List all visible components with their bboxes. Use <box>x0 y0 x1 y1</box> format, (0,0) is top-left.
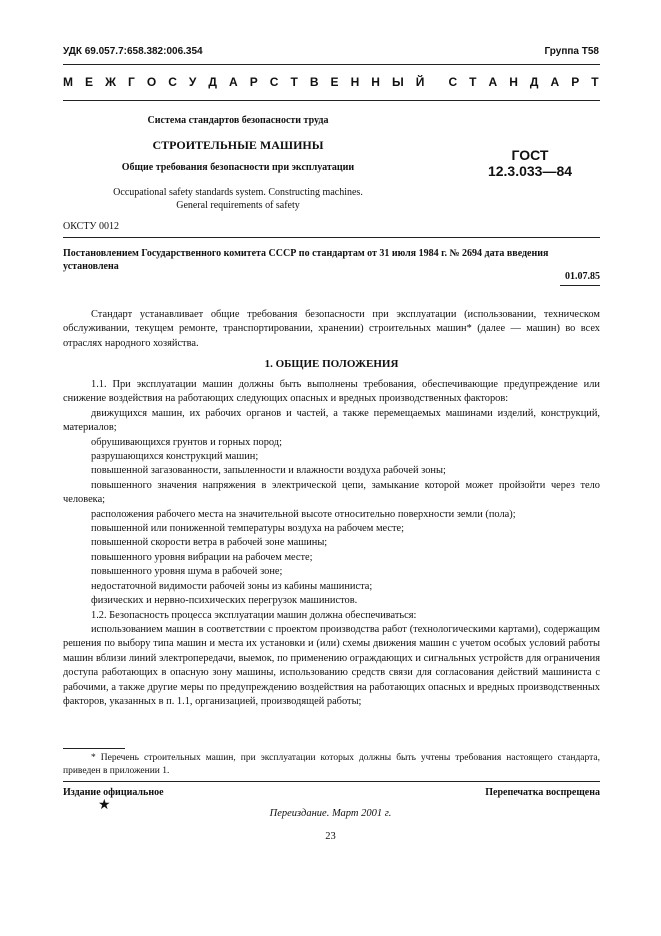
main-paragraphs <box>63 378 600 709</box>
body-paragraph: повышенного уровня вибрации на рабочем месте; <box>91 551 313 563</box>
body-paragraph: повышенного уровня шума в рабочей зоне; <box>91 566 283 578</box>
band-letter: Р <box>571 75 580 89</box>
interstate-standard-band <box>63 75 599 89</box>
body-paragraph: недостаточной видимости рабочей зоны из кабины машиниста; <box>91 580 373 592</box>
footer-rule <box>63 781 600 782</box>
intro-paragraph <box>63 308 600 351</box>
body-paragraph: повышенной или пониженной температуры воздуха на рабочем месте; <box>91 523 405 535</box>
band-letter: О <box>146 75 157 89</box>
english-title-line-1: Occupational safety standards system. Constructing machines. <box>113 187 363 198</box>
band-letter: Т <box>290 75 298 89</box>
band-letter: Д <box>529 75 539 89</box>
band-letter: Ы <box>391 75 404 89</box>
band-letter: Т <box>469 75 477 89</box>
date-underline <box>560 285 600 286</box>
band-letter: А <box>228 75 238 89</box>
reprint-forbidden: Перепечатка воспрещена <box>485 787 600 798</box>
udk-code: УДК 69.057.7:658.382:006.354 <box>63 46 203 57</box>
oksty-rule <box>63 237 600 238</box>
oksty-code: ОКСТУ 0012 <box>63 221 120 232</box>
band-letter: Д <box>208 75 217 89</box>
footnote <box>63 752 600 778</box>
body-paragraph: использованием машин в соответствии с проектом производства работ (технологическими картами), содержащим решения по выбору типа машин и места их установки и (или) схемы движения машин с учетом особых условий работы машин вблизи линий электропередачи, выемок, по применению ограждающих и сигнальных устройств для ограничения доступа работающих в опасную зону машины, использованию средств связи для согласования действий машиниста с рабочими, а также другие меры по предупреждению воздействия на работающих опасных и вредных производственных факторов, указанных в п. 1.1, организацией, производящей работы; <box>63 623 600 707</box>
band-letter: Й <box>415 75 425 89</box>
band-letter: Е <box>85 75 94 89</box>
body-paragraph: 1.1. При эксплуатации машин должны быть выполнены требования, обеспечивающие предупреждение или снижение воздействия на работающих следующих опасных и вредных производственных факторов: <box>63 379 600 405</box>
body-paragraph: расположения рабочего места на значительной высоте относительно поверхности земли (пола); <box>91 508 516 520</box>
band-letter: Н <box>509 75 518 89</box>
gost-number: 12.3.033—84 <box>487 163 573 179</box>
footnote-text: * Перечень строительных машин, при эксплуатации которых должны быть учтены требования настоящего стандарта, приведен в приложении 1. <box>63 753 600 776</box>
body-paragraph: физических и нервно-психических перегрузок машинистов. <box>91 595 358 607</box>
band-letter: Е <box>330 75 339 89</box>
band-letter: С <box>168 75 177 89</box>
band-letter: В <box>309 75 319 89</box>
band-bottom-rule <box>63 100 600 101</box>
body-paragraph: движущихся машин, их рабочих органов и частей, а также перемещаемых машинами изделий, конструкций, материалов; <box>63 407 600 434</box>
band-letter: Р <box>249 75 258 89</box>
body-paragraph: повышенной загазованности, запыленности и влажности воздуха рабочей зоны; <box>91 465 446 477</box>
body-paragraph: повышенного значения напряжения в электрической цепи, замыкание которой может пройзойти через тело человека; <box>63 479 600 506</box>
band-letter: Ж <box>105 75 116 89</box>
band-letter: Н <box>350 75 360 89</box>
reprint-edition: Переиздание. Март 2001 г. <box>269 808 392 819</box>
band-letter: Н <box>371 75 380 89</box>
intro-text: Стандарт устанавливает общие требования безопасности при эксплуатации (использовании, техническом обслуживании, текущем ремонте, транспортировании, хранении) строительных машин* (далее — машин) во всех отраслях народного хозяйства. <box>63 309 600 349</box>
band-letter: Т <box>591 75 599 89</box>
introduction-date: 01.07.85 <box>565 271 600 282</box>
top-rule <box>63 64 600 65</box>
body-paragraph: обрушивающихся грунтов и горных пород; <box>91 436 282 448</box>
machines-title: СТРОИТЕЛЬНЫЕ МАШИНЫ <box>152 138 324 152</box>
decree-text: Постановлением Государственного комитета СССР по стандартам от 31 июля 1984 г. № 2694 дата введения установлена <box>63 248 549 272</box>
band-letter: С <box>269 75 279 89</box>
requirements-title: Общие требования безопасности при эксплуатации <box>121 162 355 173</box>
official-edition: Издание официальное <box>63 787 164 798</box>
gost-label: ГОСТ <box>511 147 549 163</box>
page-number: 23 <box>325 831 336 842</box>
band-letter: Г <box>127 75 135 89</box>
star-icon: ★ <box>98 797 111 813</box>
english-title-line-2: General requirements of safety <box>176 200 300 211</box>
standards-system-title: Система стандартов безопасности труда <box>147 115 329 126</box>
body-paragraph: повышенной скорости ветра в рабочей зоне машины; <box>91 537 328 549</box>
band-letter: М <box>63 75 73 89</box>
group-code: Группа Т58 <box>544 46 599 57</box>
band-letter: С <box>448 75 458 89</box>
footnote-rule <box>63 748 125 749</box>
section-title: 1. ОБЩИЕ ПОЛОЖЕНИЯ <box>264 358 399 370</box>
band-letter: У <box>188 75 197 89</box>
body-paragraph: 1.2. Безопасность процесса эксплуатации машин должна обеспечиваться: <box>91 609 417 621</box>
band-letter: А <box>550 75 560 89</box>
band-letter: А <box>488 75 498 89</box>
body-paragraph: разрушающихся конструкций машин; <box>91 451 259 463</box>
